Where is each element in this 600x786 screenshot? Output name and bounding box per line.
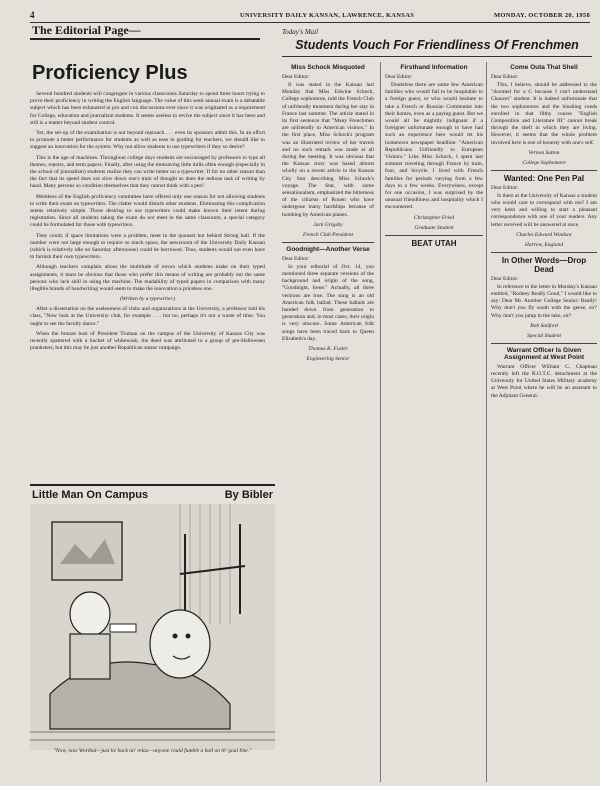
editorial-paragraph: They could, if space limitations were a problem, meet in the quonset hut behind Strong hall. If the number were not large enough to require so much space, the newsroom of the University Daily Kansan (which is relatively idle on Saturday afternoons) could be borrowed. Thus, students would not even have to furnish their own typewriters. (30, 232, 265, 261)
editorial-section-header (30, 22, 260, 40)
letter-body: In reference to the letter in Monday's Kansan entitled, "Rodney Really Good," I would like to say: Dear Mr. Another College Senior: Really! Why don't you fly south with the geese, sir? Why don't you jump in the lake, sir? (491, 283, 597, 319)
letter-signer-title: College Sophomore (522, 159, 566, 166)
letter-body: Is there at the University of Kansas a student who would care to correspond with me? I am very keen and willing to start a pleasant correspondence with one of your readers. Any letter received will be answered at once. (491, 192, 597, 228)
lead-editorial-title: Proficiency Plus (32, 62, 188, 84)
letter-signer: Thomas K. Foster (308, 346, 348, 353)
letter-body: Doubtless there are some few American families who would fail to be hospitable to a foreign guest, or who would hesitate to take a French or Russian Communist into their homes, even as a paying guest. But we would all be mightily indignant if a foreigner unfortunate enough to have had such an experience here would let his hometown newspaper headline: "American Republicans Unfriendly to European Visitors." Like Miss Schock, I spent last summer traveling through France by train, foot, and bicycle. I lived with French families for periods varying from a few days to a few weeks. Everywhere, except for one occasion, I was surprised by the unusual friendliness and hospitality which I encountered. (385, 82, 483, 211)
letter-body: It was stated in the Kansan last Monday that Miss Edwine Schock, College sophomore, told the French Club of unfriendly treatment during her stay in France last summer. The article stated in its first sentence that "Many Frenchmen are unfriendly to American visitors." In the first place, Miss Schock's program was an illustrated review of her travels and no such remark was made at all during the meeting. It was obvious that the Kansan story was based almost wholly on a recent article in the Kansas City Star describing Miss Schock's voyage. The Star, with some sensationalism, emphasized the bitterness of the citizens of Rouen who have undergone many hardships because of bombing by American planes. (282, 82, 374, 218)
letter-salutation: Dear Editor: (282, 255, 310, 262)
letter-signer-title: French Club President (303, 231, 353, 238)
divider (385, 235, 483, 236)
letter-signer-title: Graduate Student (414, 224, 454, 231)
news-item-title: Warrant Officer Is Given Assignment at West Point (503, 346, 585, 361)
letter-salutation: Dear Editor: (491, 184, 519, 191)
letter-salutation: Dear Editor: (385, 74, 413, 80)
editorial-note: After a dissertation on the uselessness of clubs and organizations at the University, a professor told his class, "Now look at the University club, for example . . . but no, perhaps it's not a waste of time. You ought to see the faculty dance." (30, 306, 265, 327)
letter-title: Firsthand Information (400, 64, 468, 71)
paper-name: UNIVERSITY DAILY KANSAN, LAWRENCE, KANSAS (240, 12, 415, 19)
editorial-signature: (Written by a typewriter.) (119, 296, 176, 303)
today-mail-label: Today's Mail (282, 28, 319, 36)
cartoon-caption: "Now, now Worthal—just lie back an' relax—anyone could fumble a ball on th' goal line." (53, 748, 252, 754)
divider (282, 242, 374, 243)
letter-signer: Bob Sanford (530, 322, 558, 329)
letter-body: This, I believe, should be addressed to the "doomed for a C because I can't understand Chaucer" student. It is indeed unfortunate that the two sophomores and the blushing coeds enrolled in that filthy course "English Composition and Literature III" cannot break through the shell in which they are living. However, it seems that the whole problem involved here is one of honesty with one's self. (491, 82, 597, 146)
cartoon-title: Little Man On Campus (32, 489, 149, 501)
letter-signer: Charles Edward Windsor (516, 231, 572, 238)
editorial-paragraph: Several hundred students will congregate in various classrooms Saturday to spend three hours trying to prove their proficiency in writing the English language. The value of this semi-annual exam is a debatable subject which has been exhausted in pro and con discussions ever since it was originated as a requirement for College, education and journalism students. It seems useless to revive the subject since it has been and still is a matter beyond student control. (30, 91, 265, 126)
masthead (30, 8, 590, 23)
letters-column-2 (380, 62, 483, 782)
letter-body: In your editorial of Oct. 14, you mentioned three separate versions of the background and origin of the song, "Goodnight, Irene." Actually, all three versions are true. The song is an old American folk ballad. These ballads are handed down from generation to generation and, in most cases, their origin is very obscure. Some American folk songs have been traced back to Queen Elizabeth's day. (282, 263, 374, 342)
letter-title: Goodnight—Another Verse (286, 245, 370, 253)
letter-salutation: Dear Editor: (491, 275, 519, 282)
letter-signer: Christopher Fried (413, 214, 455, 221)
letter-salutation: Dear Editor: (282, 74, 310, 80)
letter-signer: Vernon Sutton (528, 149, 560, 156)
letter-signer-title: Harrow, England (524, 241, 564, 248)
letter-title: Wanted: One Pen Pal (503, 173, 585, 183)
divider (491, 170, 597, 171)
letters-banner-headline: Students Vouch For Friendliness Of Frenchmen (282, 38, 592, 57)
news-item-body: Warrant Officer William C. Chapman recently left the R.O.T.C. detachment at the University for United States Military academy at West Point where he will be an assistant to the Adjutant General. (491, 363, 597, 399)
letter-title: In Other Words—Drop Dead (501, 255, 587, 274)
issue-date: MONDAY, OCTOBER 20, 1958 (494, 12, 590, 19)
editorial-note: When the bronze bust of President Truman on the campus of the University of Kansas City was recently spattered with a bucket of whitewash, the deed was attributed to a group of pre-Halloween pranksters, but this may be just another Republican smear campaign. (30, 330, 265, 352)
page-number: 4 (30, 10, 35, 20)
cartoon-header (30, 484, 275, 505)
letters-column-1 (282, 62, 374, 782)
cartoon-illustration (30, 504, 275, 750)
editorial-paragraph: Members of the English proficiency committee have offered only one reason for not allowing students to write their exam on typewriters. The clatter would disturb other students. Eliminating this complication seems relatively simple. Those desiring to use typewriters could make known their intent during registration. Since all students taking the exam do not meet in the same classroom, a special category could be formulated for those with typewriters. (30, 193, 265, 229)
letter-signer: Jack Grigsby (313, 221, 343, 228)
letter-signer-title: Engineering Senior (306, 356, 350, 363)
divider (491, 252, 597, 253)
beat-utah-slogan: BEAT UTAH (411, 238, 457, 248)
letter-title: Miss Schock Misquoted (291, 64, 365, 71)
editorial-paragraph: This is the age of machines. Throughout college days students are encouraged by professors to type all themes, reports, and term papers. Finally, after using the timesaving little mills often enough (especially in the school of journalism) students realize they can write better on a typewriter. If for no other reason than the fact that its speed does not slow down one's train of thought as does the tedious task of writing by hand. Many persons so condition themselves that they cannot think with a pen! (30, 154, 265, 190)
letter-signer-title: Special Student (526, 332, 562, 339)
editorial-column (30, 40, 265, 480)
editorial-paragraph: Although teachers complain about the multitude of errors which students make on their typed assignments, it must be obvious that those who prefer this means of writing are probably not the same persons who lack skill in using the machine. The readability of typed papers in comparison with many illegible brands of handwriting would seem to make the innovation a priceless one. (30, 264, 265, 293)
letters-column-3 (486, 62, 597, 782)
divider (491, 343, 597, 344)
section-title: The Editorial Page— (32, 23, 141, 37)
letter-salutation: Dear Editor: (491, 74, 519, 80)
cartoon-drawing (30, 504, 275, 750)
letter-title: Come Outa That Shell (510, 64, 578, 71)
editorial-paragraph: Yet, the set-up of the examination is not beyond reproach . . . even its sponsors admit this. In an effort to promote a better performance for students as well as ease in grading for teachers, we should like to suggest an innovation for the system. Why not allow students to use typewriters if they so desire? (30, 130, 265, 151)
cartoon-artist: By Bibler (224, 489, 273, 501)
